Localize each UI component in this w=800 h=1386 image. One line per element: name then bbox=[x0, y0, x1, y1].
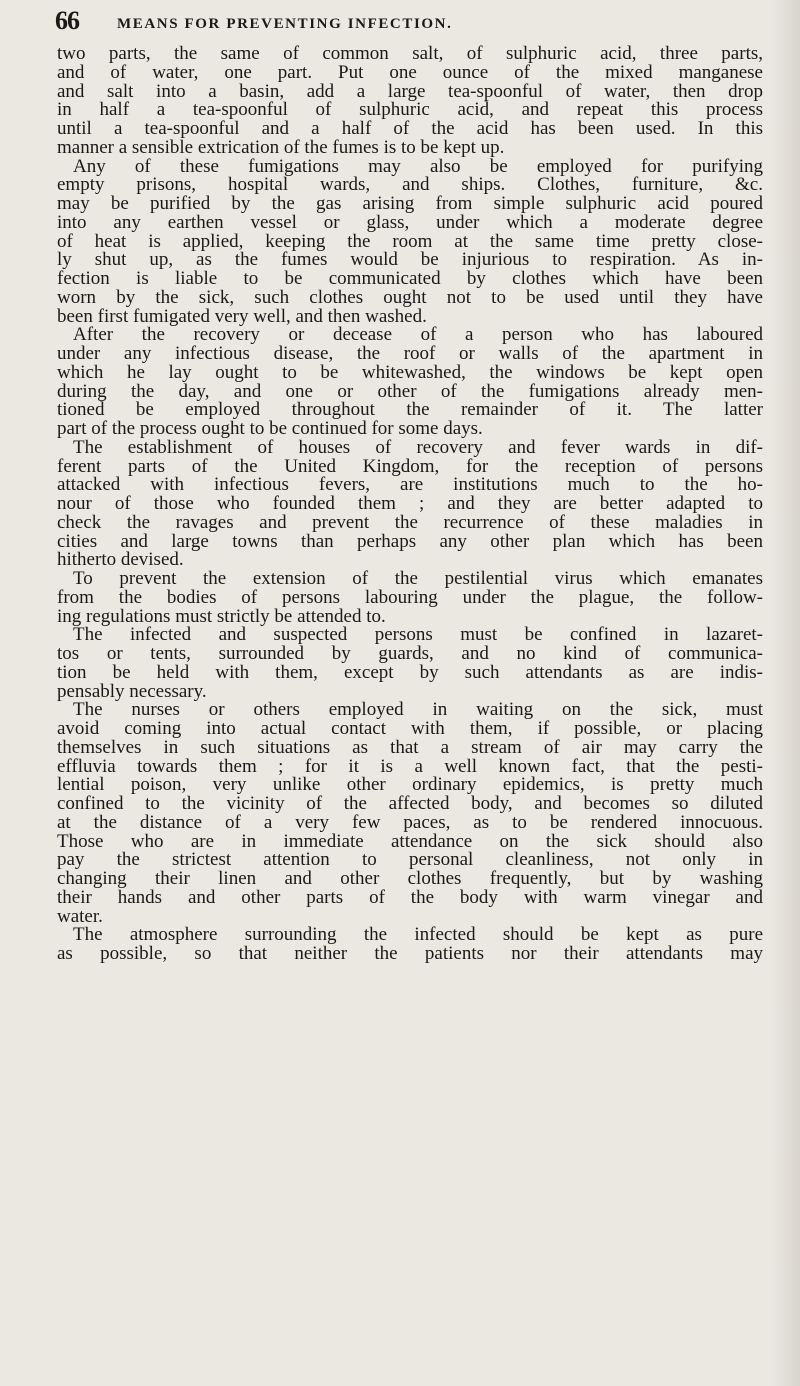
text-line: water. bbox=[57, 905, 103, 927]
text-line: attacked with infectious fevers, are institutions much to the ho- bbox=[57, 474, 763, 496]
text-line: been first fumigated very well, and then washed. bbox=[57, 305, 427, 327]
body-text bbox=[57, 45, 763, 964]
text-line: at the distance of a very few paces, as to be rendered innocuous. bbox=[57, 811, 763, 833]
text-line: until a tea-spoonful and a half of the acid has been used. In this bbox=[57, 118, 763, 139]
text-line: After the recovery or decease of a person who has laboured bbox=[73, 324, 763, 346]
text-line: ferent parts of the United Kingdom, for the reception of persons bbox=[57, 455, 763, 477]
text-line: avoid coming into actual contact with them, if possible, or placing bbox=[57, 718, 763, 739]
text-line: during the day, and one or other of the fumigations already men- bbox=[57, 380, 763, 402]
text-line: ing regulations must strictly be attended to. bbox=[57, 605, 386, 627]
text-line: and salt into a basin, add a large tea-spoonful of water, then drop bbox=[57, 80, 763, 102]
text-line: pensably necessary. bbox=[57, 680, 207, 702]
text-line: under any infectious disease, the roof or walls of the apartment in bbox=[57, 343, 763, 364]
text-line: worn by the sick, such clothes ought not to be used until they have bbox=[57, 286, 763, 308]
text-line: check the ravages and prevent the recurrence of these maladies in bbox=[57, 511, 763, 533]
text-line: The atmosphere surrounding the infected should be kept as pure bbox=[73, 924, 763, 946]
text-line: tion be held with them, except by such attendants as are indis- bbox=[57, 661, 763, 683]
text-line: The infected and suspected persons must be confined in lazaret- bbox=[73, 624, 763, 646]
text-line: The nurses or others employed in waiting on the sick, must bbox=[73, 699, 763, 721]
page-header bbox=[55, 6, 755, 40]
text-line: two parts, the same of common salt, of sulphuric acid, three parts, bbox=[57, 43, 763, 64]
page-edge-shadow bbox=[770, 0, 800, 1386]
text-line: part of the process ought to be continued for some days. bbox=[57, 418, 483, 439]
text-line: The establishment of houses of recovery and fever wards in dif- bbox=[73, 436, 763, 458]
text-line: empty prisons, hospital wards, and ships. Clothes, furniture, &c. bbox=[57, 174, 763, 196]
page-number: 66 bbox=[55, 6, 79, 35]
text-line: confined to the vicinity of the affected body, and becomes so diluted bbox=[57, 793, 763, 814]
text-line: cities and large towns than perhaps any other plan which has been bbox=[57, 530, 763, 552]
text-line: of heat is applied, keeping the room at the same time pretty close- bbox=[57, 230, 763, 252]
text-line: hitherto devised. bbox=[57, 549, 184, 571]
text-line: and of water, one part. Put one ounce of the mixed manganese bbox=[57, 61, 763, 83]
running-head: MEANS FOR PREVENTING INFECTION. bbox=[117, 16, 453, 32]
text-line: themselves in such situations as that a stream of air may carry the bbox=[57, 736, 763, 758]
text-line: their hands and other parts of the body with warm vinegar and bbox=[57, 886, 763, 908]
text-line: To prevent the extension of the pestilential virus which emanates bbox=[73, 568, 763, 589]
text-line: changing their linen and other clothes frequently, but by washing bbox=[57, 868, 763, 889]
text-line: may be purified by the gas arising from simple sulphuric acid poured bbox=[57, 193, 763, 214]
text-line: manner a sensible extrication of the fumes is to be kept up. bbox=[57, 136, 505, 158]
text-line: tioned be employed throughout the remainder of it. The latter bbox=[57, 399, 763, 421]
text-line: as possible, so that neither the patients nor their attendants may bbox=[57, 943, 763, 964]
text-line: lential poison, very unlike other ordinary epidemics, is pretty much bbox=[57, 774, 763, 796]
text-line: Any of these fumigations may also be employed for purifying bbox=[73, 155, 763, 177]
text-line: nour of those who founded them ; and they are better adapted to bbox=[57, 493, 763, 514]
text-line: in half a tea-spoonful of sulphuric acid, and repeat this process bbox=[57, 99, 763, 121]
text-line: pay the strictest attention to personal cleanliness, not only in bbox=[57, 849, 763, 871]
text-line: tos or tents, surrounded by guards, and no kind of communica- bbox=[57, 643, 763, 664]
text-line: ly shut up, as the fumes would be injurious to respiration. As in- bbox=[57, 249, 763, 271]
text-line: into any earthen vessel or glass, under which a moderate degree bbox=[57, 211, 763, 233]
text-line: fection is liable to be communicated by clothes which have been bbox=[57, 268, 763, 289]
text-line: from the bodies of persons labouring under the plague, the follow- bbox=[57, 586, 763, 608]
text-line: which he lay ought to be whitewashed, the windows be kept open bbox=[57, 361, 763, 383]
text-line: effluvia towards them ; for it is a well known fact, that the pesti- bbox=[57, 755, 763, 777]
text-line: Those who are in immediate attendance on the sick should also bbox=[57, 830, 763, 852]
